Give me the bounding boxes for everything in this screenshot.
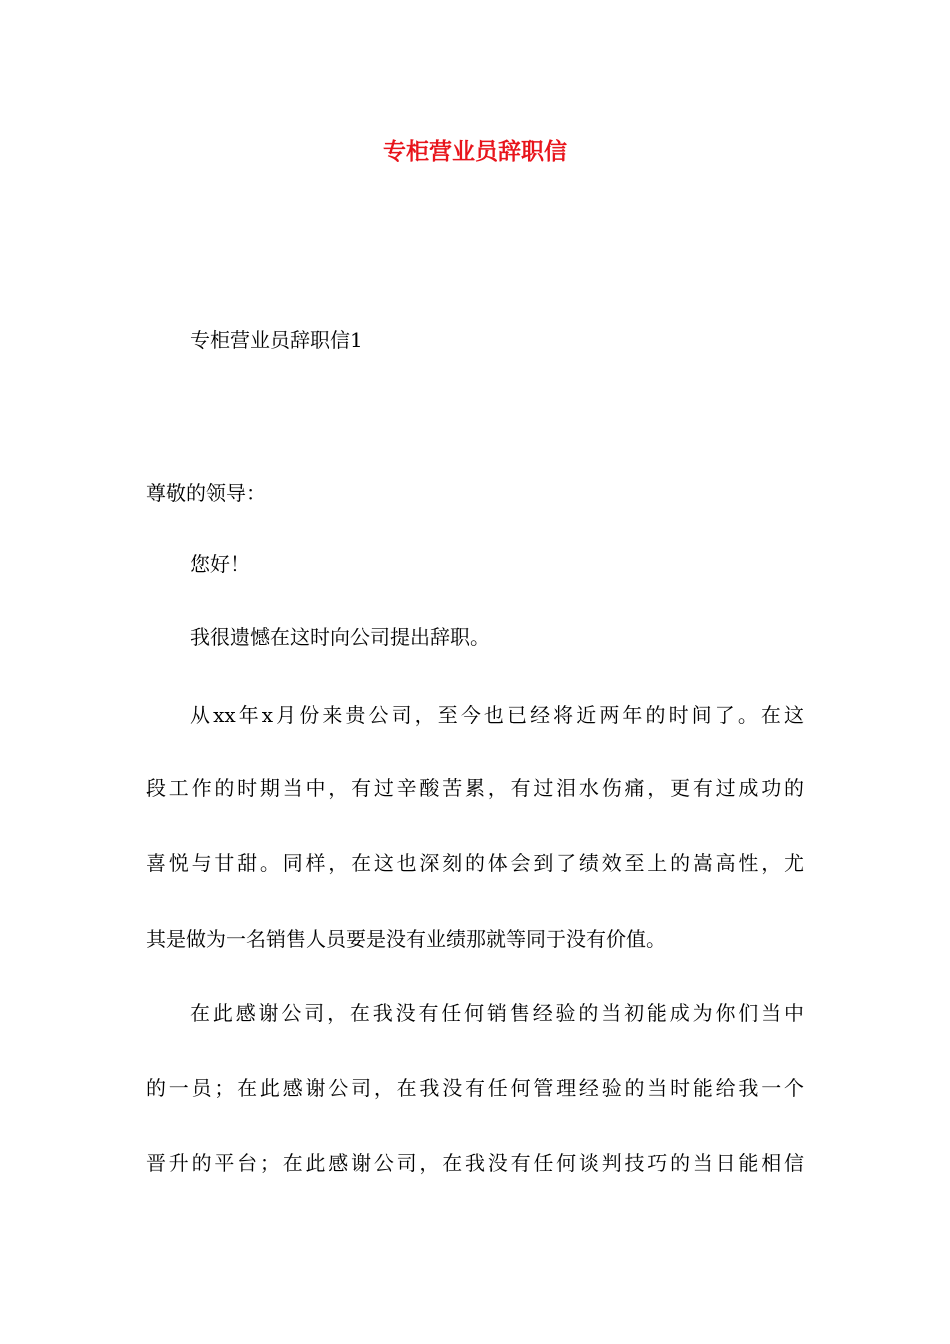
paragraph-3-line-1: 在此感谢公司，在我没有任何销售经验的当初能成为你们当中 <box>190 1001 804 1025</box>
paragraph-2-line-3: 喜悦与甘甜。同样，在这也深刻的体会到了绩效至上的嵩高性，尤 <box>146 851 804 875</box>
paragraph-2-line-4: 其是做为一名销售人员要是没有业绩那就等同于没有价值。 <box>146 927 666 951</box>
paragraph-3-line-2: 的一员；在此感谢公司，在我没有任何管理经验的当时能给我一个 <box>146 1076 804 1100</box>
paragraph-2-line-1: 从xx年x月份来贵公司，至今也已经将近两年的时间了。在这 <box>190 703 804 727</box>
paragraph-1-line-1: 我很遗憾在这时向公司提出辞职。 <box>190 625 490 649</box>
greeting: 您好！ <box>190 552 250 576</box>
section-heading: 专柜营业员辞职信1 <box>190 328 363 352</box>
paragraph-3-line-3: 晋升的平台；在此感谢公司，在我没有任何谈判技巧的当日能相信 <box>146 1151 804 1175</box>
document-title: 专柜营业员辞职信 <box>383 138 567 165</box>
paragraph-2-line-2: 段工作的时期当中，有过辛酸苦累，有过泪水伤痛，更有过成功的 <box>146 776 804 800</box>
salutation: 尊敬的领导： <box>146 481 266 505</box>
